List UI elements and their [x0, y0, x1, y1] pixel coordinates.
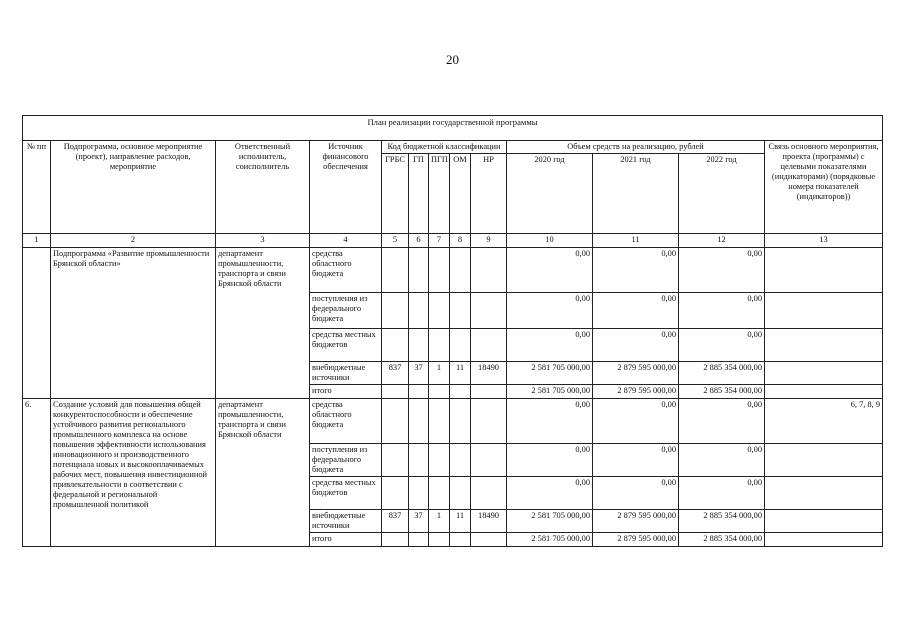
header-grbs: ГРБС — [382, 154, 409, 234]
funding-source: внебюджетные источники — [310, 362, 382, 385]
funding-source: средства местных бюджетов — [310, 329, 382, 362]
code-grbs: 837 — [382, 510, 409, 533]
code-om — [450, 248, 471, 293]
amount-2020: 2 581 705 000,00 — [507, 362, 593, 385]
page-number: 20 — [446, 52, 459, 67]
funding-source: средства областного бюджета — [310, 399, 382, 444]
code-om — [450, 533, 471, 547]
code-np — [471, 248, 507, 293]
amount-2020: 0,00 — [507, 444, 593, 477]
code-grbs — [382, 385, 409, 399]
code-om — [450, 385, 471, 399]
code-om — [450, 477, 471, 510]
amount-2022: 2 885 354 000,00 — [679, 362, 765, 385]
indicator-link — [765, 248, 883, 293]
column-number: 2 — [51, 234, 216, 248]
indicator-link-empty — [765, 329, 883, 362]
code-om — [450, 444, 471, 477]
indicator-link-empty — [765, 510, 883, 533]
code-gp — [409, 385, 429, 399]
amount-2020: 0,00 — [507, 248, 593, 293]
code-gp — [409, 477, 429, 510]
indicator-link-empty — [765, 477, 883, 510]
header-gp: ГП — [409, 154, 429, 234]
code-np — [471, 385, 507, 399]
code-grbs — [382, 248, 409, 293]
block-name: Подпрограмма «Развитие промышленности Брянской области» — [51, 248, 216, 399]
program-plan-document — [22, 115, 882, 547]
funding-source: средства местных бюджетов — [310, 477, 382, 510]
header-name: Подпрограмма, основное мероприятие (проект), направление расходов, мероприятие — [51, 141, 216, 234]
code-np: 18490 — [471, 510, 507, 533]
amount-2022: 0,00 — [679, 248, 765, 293]
column-number: 5 — [382, 234, 409, 248]
code-gp: 37 — [409, 510, 429, 533]
code-np — [471, 293, 507, 329]
code-gp — [409, 533, 429, 547]
code-om: 11 — [450, 510, 471, 533]
column-number: 9 — [471, 234, 507, 248]
budget-row — [23, 248, 883, 293]
code-pgp — [429, 385, 450, 399]
amount-2022: 2 885 354 000,00 — [679, 385, 765, 399]
code-pgp — [429, 248, 450, 293]
code-grbs — [382, 533, 409, 547]
amount-2021: 2 879 595 000,00 — [593, 385, 679, 399]
code-np: 18490 — [471, 362, 507, 385]
code-om — [450, 329, 471, 362]
amount-2022: 0,00 — [679, 329, 765, 362]
header-num: № пп — [23, 141, 51, 234]
header-volume-group: Объем средств на реализацию, рублей — [507, 141, 765, 154]
header-source: Источник финансового обеспечения — [310, 141, 382, 234]
block-responsible: департамент промышленности, транспорта и связи Брянской области — [216, 399, 310, 547]
table-title: План реализации государственной программы — [23, 116, 883, 141]
budget-row — [23, 399, 883, 444]
code-om — [450, 293, 471, 329]
code-np — [471, 444, 507, 477]
amount-2021: 0,00 — [593, 399, 679, 444]
amount-2020: 0,00 — [507, 399, 593, 444]
amount-2020: 0,00 — [507, 477, 593, 510]
amount-2020: 2 581 705 000,00 — [507, 533, 593, 547]
amount-2020: 2 581 705 000,00 — [507, 385, 593, 399]
column-number: 1 — [23, 234, 51, 248]
amount-2022: 2 885 354 000,00 — [679, 533, 765, 547]
code-om — [450, 399, 471, 444]
amount-2022: 0,00 — [679, 293, 765, 329]
amount-2021: 0,00 — [593, 444, 679, 477]
funding-source: поступления из федерального бюджета — [310, 444, 382, 477]
code-gp: 37 — [409, 362, 429, 385]
amount-2021: 2 879 595 000,00 — [593, 362, 679, 385]
indicator-link-empty — [765, 444, 883, 477]
code-np — [471, 329, 507, 362]
code-grbs: 837 — [382, 362, 409, 385]
column-number: 4 — [310, 234, 382, 248]
amount-2021: 0,00 — [593, 329, 679, 362]
amount-2022: 2 885 354 000,00 — [679, 510, 765, 533]
column-number: 7 — [429, 234, 450, 248]
amount-2022: 0,00 — [679, 444, 765, 477]
header-2022: 2022 год — [679, 154, 765, 234]
amount-2021: 2 879 595 000,00 — [593, 510, 679, 533]
column-number: 11 — [593, 234, 679, 248]
header-om: ОМ — [450, 154, 471, 234]
program-plan-table — [22, 115, 883, 547]
amount-2020: 2 581 705 000,00 — [507, 510, 593, 533]
amount-2022: 0,00 — [679, 477, 765, 510]
block-number: 6. — [23, 399, 51, 547]
header-np: НР — [471, 154, 507, 234]
column-number: 3 — [216, 234, 310, 248]
amount-2021: 2 879 595 000,00 — [593, 533, 679, 547]
funding-source: внебюджетные источники — [310, 510, 382, 533]
code-np — [471, 399, 507, 444]
block-name: Создание условий для повышения общей конкурентоспособности и обеспечение устойчивого развития регионального промышленного комплекса на основе повышения эффективности использования инновационного и производственного потенциала новых и высокооплачиваемых рабочих мест, повышения инвестиционной привлекательности в соответствии с федеральной и региональной промышленной политикой — [51, 399, 216, 547]
code-grbs — [382, 399, 409, 444]
code-pgp — [429, 533, 450, 547]
column-number: 6 — [409, 234, 429, 248]
code-pgp — [429, 399, 450, 444]
code-gp — [409, 248, 429, 293]
indicator-link-empty — [765, 385, 883, 399]
header-2021: 2021 год — [593, 154, 679, 234]
column-number: 8 — [450, 234, 471, 248]
code-pgp: 1 — [429, 362, 450, 385]
code-pgp: 1 — [429, 510, 450, 533]
indicator-link-empty — [765, 362, 883, 385]
code-gp — [409, 329, 429, 362]
block-responsible: департамент промышленности, транспорта и связи Брянской области — [216, 248, 310, 399]
code-gp — [409, 293, 429, 329]
code-grbs — [382, 329, 409, 362]
header-responsible: Ответственный исполнитель, соисполнитель — [216, 141, 310, 234]
code-pgp — [429, 477, 450, 510]
header-indicator-link: Связь основного мероприятия, проекта (программы) с целевыми показателями (индикаторами) (порядковые номера показателей (индикаторов)) — [765, 141, 883, 234]
code-grbs — [382, 293, 409, 329]
funding-source: итого — [310, 533, 382, 547]
code-grbs — [382, 477, 409, 510]
block-number — [23, 248, 51, 399]
column-number: 12 — [679, 234, 765, 248]
column-number: 13 — [765, 234, 883, 248]
amount-2020: 0,00 — [507, 293, 593, 329]
indicator-link-empty — [765, 533, 883, 547]
amount-2021: 0,00 — [593, 248, 679, 293]
indicator-link-empty — [765, 293, 883, 329]
amount-2021: 0,00 — [593, 293, 679, 329]
code-pgp — [429, 444, 450, 477]
funding-source: средства областного бюджета — [310, 248, 382, 293]
column-numbers-row — [23, 234, 883, 248]
code-np — [471, 533, 507, 547]
code-gp — [409, 444, 429, 477]
code-pgp — [429, 293, 450, 329]
funding-source: поступления из федерального бюджета — [310, 293, 382, 329]
code-grbs — [382, 444, 409, 477]
code-pgp — [429, 329, 450, 362]
amount-2020: 0,00 — [507, 329, 593, 362]
amount-2021: 0,00 — [593, 477, 679, 510]
header-2020: 2020 год — [507, 154, 593, 234]
indicator-link: 6, 7, 8, 9 — [765, 399, 883, 444]
amount-2022: 0,00 — [679, 399, 765, 444]
funding-source: итого — [310, 385, 382, 399]
column-number: 10 — [507, 234, 593, 248]
code-np — [471, 477, 507, 510]
code-om: 11 — [450, 362, 471, 385]
header-pgp: ПГП — [429, 154, 450, 234]
code-gp — [409, 399, 429, 444]
header-kbk-group: Код бюджетной классификации — [382, 141, 507, 154]
